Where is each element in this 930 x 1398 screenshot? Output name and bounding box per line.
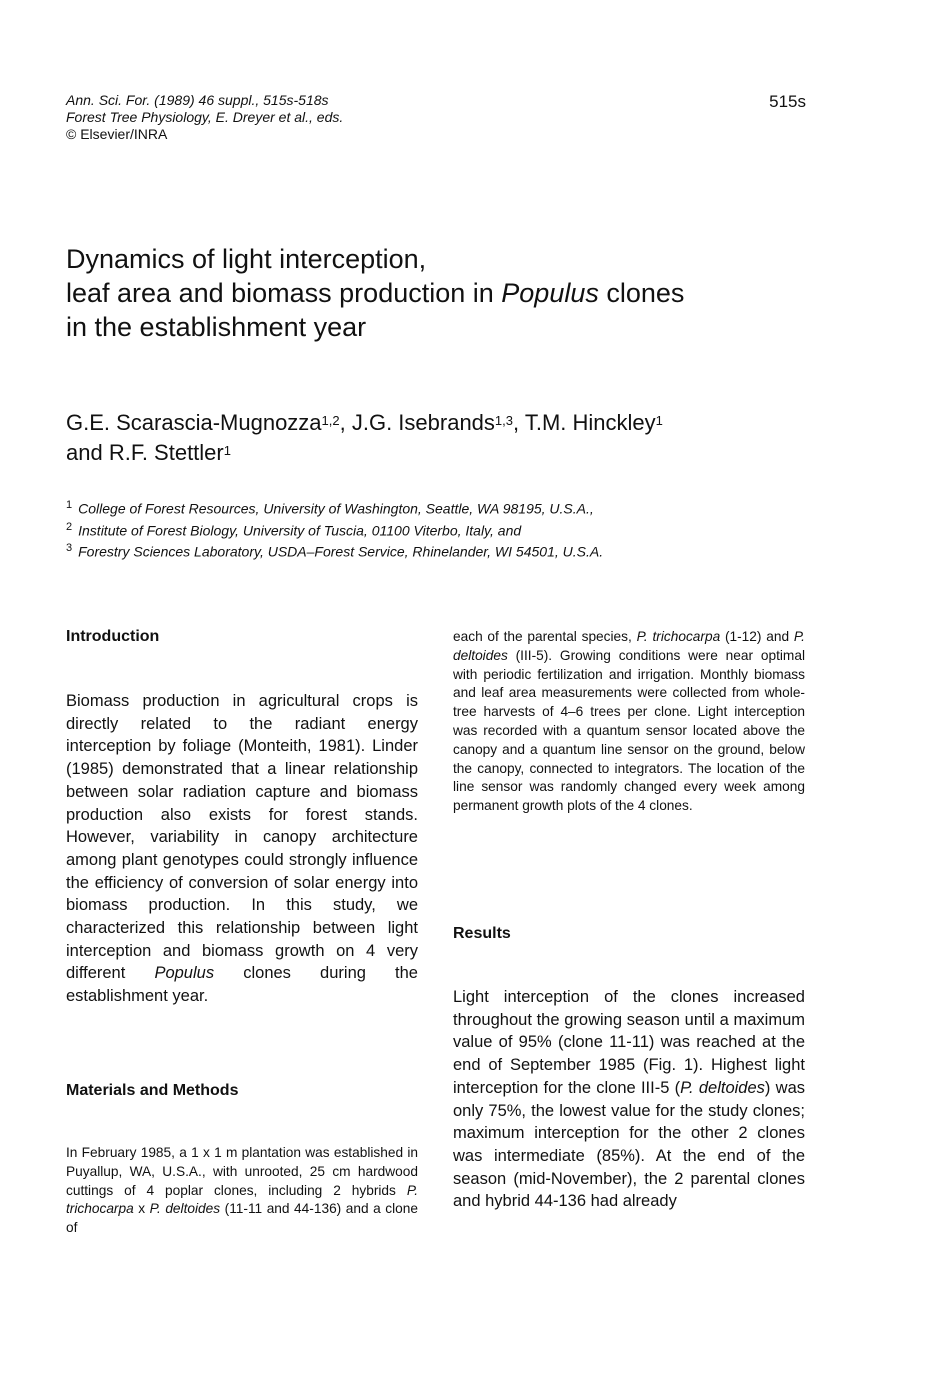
- author-4: and R.F. Stettler: [66, 440, 224, 465]
- results-species: P. deltoides: [680, 1078, 765, 1097]
- author-2-affil: 1,3: [494, 413, 513, 428]
- methods-species-2: P. deltoides: [149, 1201, 221, 1217]
- author-2: , J.G. Isebrands: [339, 410, 495, 435]
- author-1-affil: 1,2: [321, 413, 340, 428]
- book-citation: Forest Tree Physiology, E. Dreyer et al., eds.: [66, 109, 344, 125]
- affiliation-3-text: Forestry Sciences Laboratory, USDA–Forest Service, Rhinelander, WI 54501, U.S.A.: [78, 543, 604, 560]
- copyright-line: © Elsevier/INRA: [66, 126, 168, 142]
- methods-species-4: P. deltoides: [453, 629, 805, 663]
- methods-text-left: [66, 1144, 418, 1238]
- affiliation-2-text: Institute of Forest Biology, University of Tuscia, 01100 Viterbo, Italy, and: [78, 522, 522, 539]
- results-text: [453, 986, 805, 1213]
- methods-text-2: (11-11 and 44-136) and a clone of: [66, 1201, 418, 1236]
- affiliation-2-num: 2: [66, 520, 73, 533]
- title-line-1: Dynamics of light interception,: [66, 244, 427, 274]
- results-text-1: Light interception of the clones increased throughout the growing season until a maximum value of 95% (clone 11-11) was reached at the end of September 1985 (Fig. 1). Highest light interception for the clone III-5 (: [453, 988, 805, 1097]
- affiliation-1-text: College of Forest Resources, University of Washington, Seattle, WA 98195, U.S.A.,: [78, 500, 594, 517]
- methods-text-right: [453, 628, 805, 816]
- methods-species-1: P. trichocarpa: [66, 1182, 418, 1217]
- page-number: 515s: [769, 92, 806, 111]
- journal-header: [66, 92, 343, 143]
- author-4-affil: 1: [223, 443, 231, 458]
- affiliation-2: [66, 518, 846, 540]
- affiliation-1: [66, 496, 846, 518]
- methods-text-3: each of the parental species,: [453, 629, 637, 644]
- author-3-affil: 1: [655, 413, 663, 428]
- introduction-text-genus: Populus: [154, 964, 215, 983]
- methods-text-x: x: [133, 1201, 150, 1217]
- methods-text-5: (III-5). Growing conditions were near optimal with periodic fertilization and irrigation. Monthly biomass and leaf area measurements were collected from whole-tree harvests of 4–6 trees per clone. Light interception was recorded with a quantum sensor located above the canopy and a quantum line sensor on the ground, below the canopy, connected to integrators. The location of the line sensor was randomly changed every week among permanent growth plots of the 4 clones.: [453, 647, 805, 814]
- author-list: [66, 408, 846, 468]
- journal-citation: Ann. Sci. For. (1989) 46 suppl., 515s-518s: [66, 92, 329, 108]
- affiliation-3: [66, 539, 846, 561]
- title-line-2-pre: leaf area and biomass production in: [66, 278, 502, 308]
- results-text-2: ) was only 75%, the lowest value for the study clones; maximum interception for the other 2 clones was intermediate (85%). At the end of the season (mid-November), the 2 parental clones and hybrid 44-136 had already: [453, 1078, 805, 1211]
- results-heading: Results: [453, 925, 511, 942]
- author-3: , T.M. Hinckley: [513, 410, 656, 435]
- affiliation-3-num: 3: [66, 542, 73, 555]
- affiliations: [66, 496, 846, 561]
- methods-text-1: In February 1985, a 1 x 1 m plantation was established in Puyallup, WA, U.S.A., with unrooted, 25 cm hardwood cuttings of 4 poplar clones, including 2 hybrids: [66, 1145, 418, 1198]
- methods-text-4: (1-12) and: [720, 629, 794, 644]
- title-line-3: in the establishment year: [66, 312, 367, 342]
- introduction-text: [66, 690, 418, 1008]
- introduction-text-end: clones during the establishment year.: [66, 964, 418, 1006]
- title-line-2-italic: Populus: [501, 278, 599, 308]
- methods-heading: Materials and Methods: [66, 1082, 239, 1099]
- title-line-2-post: clones: [598, 278, 685, 308]
- introduction-text-main: Biomass production in agricultural crops is directly related to the radiant energy interception by foliage (Monteith, 1981). Linder (1985) demonstrated that a linear relationship between solar radiation capture and biomass production also exists for forest stands. However, variability in canopy architecture among plant genotypes could strongly influence the efficiency of conversion of solar energy into biomass production. In this study, we characterized this relationship between light interception and biomass growth on 4 very different: [66, 692, 418, 983]
- affiliation-1-num: 1: [66, 499, 73, 511]
- article-title: [66, 242, 826, 344]
- introduction-heading: Introduction: [66, 628, 160, 645]
- methods-species-3: P. trichocarpa: [636, 629, 721, 644]
- author-1: G.E. Scarascia-Mugnozza: [66, 410, 322, 435]
